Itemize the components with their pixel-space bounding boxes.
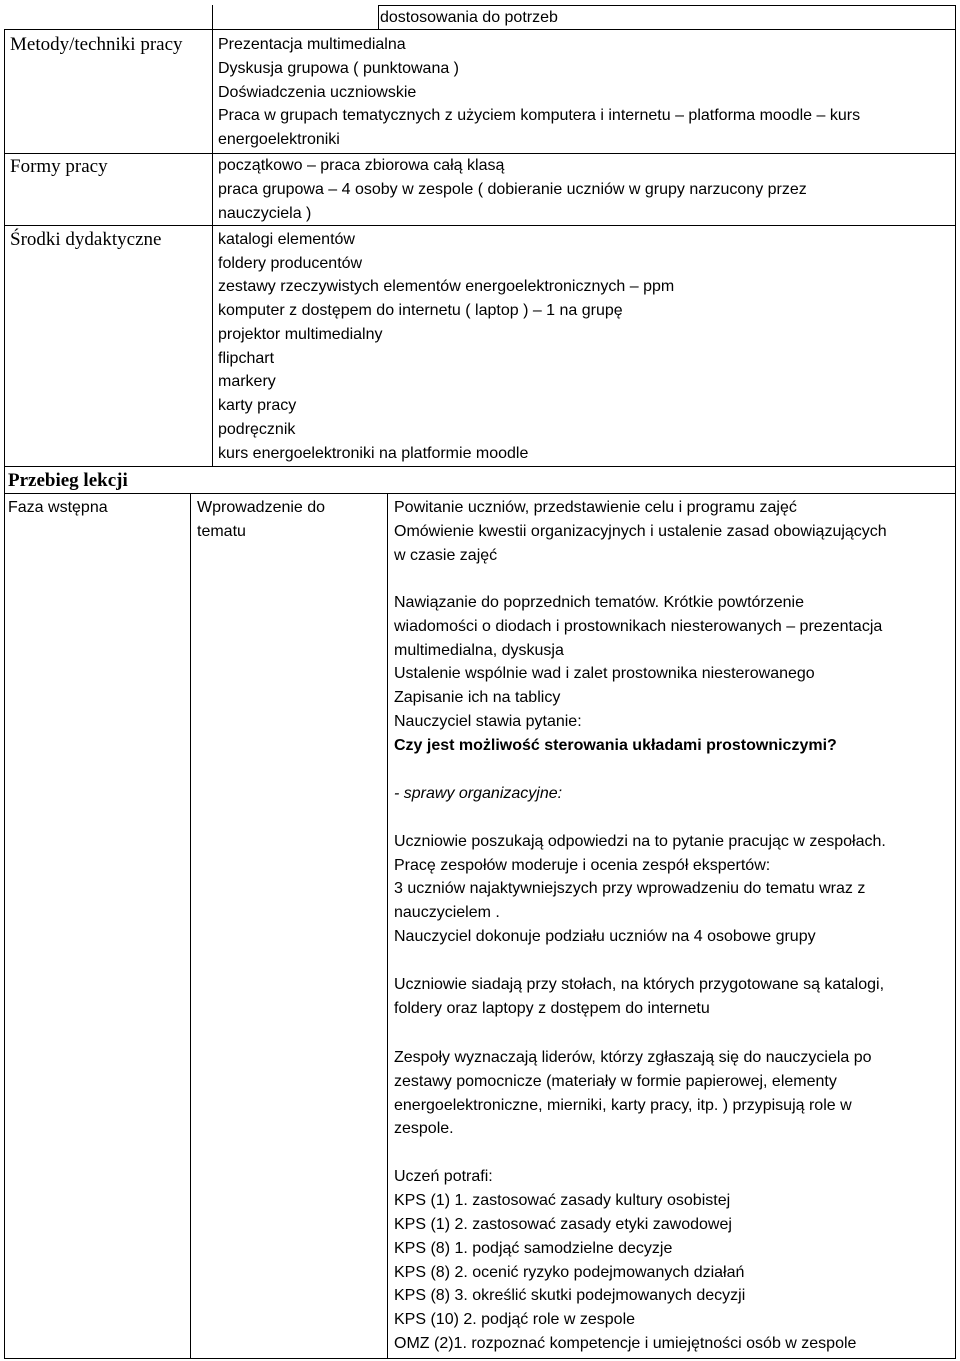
list-item: KPS (1) 1. zastosować zasady kultury osobistej [394,1192,731,1209]
text-line: Omówienie kwestii organizacyjnych i ustalenie zasad obowiązujących [394,523,887,540]
list-item: KPS (8) 2. ocenić ryzyko podejmowanych działań [394,1264,745,1281]
list-item: kurs energoelektroniki na platformie moodle [218,445,529,462]
text-line: Zespoły wyznaczają liderów, którzy zgłaszają się do nauczyciela po [394,1049,872,1066]
text-line: Uczniowie poszukają odpowiedzi na to pytanie pracując w zespołach. [394,833,886,850]
list-item: KPS (10) 2. podjąć role w zespole [394,1311,636,1328]
text-line: początkowo – praca zbiorowa całą klasą [218,157,505,174]
text-line: Powitanie uczniów, przedstawienie celu i programu zajęć [394,499,797,516]
text-line: foldery oraz laptopy z dostępem do internetu [394,1000,710,1017]
list-item: projektor multimedialny [218,326,383,343]
list-item: markery [218,373,276,390]
text-line: praca grupowa – 4 osoby w zespole ( dobieranie uczniów w grupy narzucony przez [218,181,807,198]
list-item: zestawy rzeczywistych elementów energoelektronicznych – ppm [218,278,675,295]
row-label-metody: Metody/techniki pracy [10,34,183,55]
metody-content [218,33,948,153]
list-item: karty pracy [218,397,297,414]
phase-content [394,496,950,1356]
text-line: Doświadczenia uczniowskie [218,84,417,101]
formy-content [218,154,948,224]
text-line: zestawy pomocnicze (materiały w formie papierowej, elementy [394,1073,837,1090]
phase-label: Faza wstępna [8,499,108,516]
text-line: Nauczyciel dokonuje podziału uczniów na 4 osobowe grupy [394,928,816,945]
text-line: nauczyciela ) [218,205,312,222]
text-line: Wprowadzenie do [197,499,326,516]
continued-text: dostosowania do potrzeb [380,9,558,26]
text-line: Prezentacja multimedialna [218,36,406,53]
section-heading: Przebieg lekcji [8,470,128,491]
text-line: tematu [197,523,246,540]
text-line: w czasie zajęć [394,547,498,564]
text-line: energoelektroniczne, mierniki, karty pracy, itp. ) przypisują role w [394,1097,852,1114]
text-line: Dyskusja grupowa ( punktowana ) [218,60,460,77]
text-line: Zapisanie ich na tablicy [394,689,561,706]
text-line: wiadomości o diodach i prostownikach niesterowanych – prezentacja [394,618,883,635]
row-label-formy: Formy pracy [10,156,108,177]
srodki-content [218,228,948,466]
text-line: energoelektroniki [218,131,340,148]
text-line: Ustalenie wspólnie wad i zalet prostownika niesterowanego [394,665,815,682]
list-item: KPS (8) 3. określić skutki podejmowanych decyzji [394,1287,746,1304]
list-item: KPS (1) 2. zastosować zasady etyki zawodowej [394,1216,732,1233]
list-item: katalogi elementów [218,231,355,248]
text-line: Uczeń potrafi: [394,1168,493,1185]
list-item: KPS (8) 1. podjąć samodzielne decyzje [394,1240,673,1257]
text-line: Uczniowie siadają przy stołach, na których przygotowane są katalogi, [394,976,885,993]
list-item: komputer z dostępem do internetu ( laptop ) – 1 na grupę [218,302,623,319]
subsection-label: - sprawy organizacyjne: [394,785,563,802]
phase-subtitle [197,496,382,546]
row-label-srodki: Środki dydaktyczne [10,229,162,250]
list-item: flipchart [218,350,275,367]
text-line: multimedialna, dyskusja [394,642,564,659]
text-line: Pracę zespołów moderuje i ocenia zespół ekspertów: [394,857,771,874]
text-line: nauczycielem . [394,904,500,921]
text-line: Nawiązanie do poprzednich tematów. Krótkie powtórzenie [394,594,805,611]
text-line: Praca w grupach tematycznych z użyciem komputera i internetu – platforma moodle – kurs [218,107,861,124]
text-line: Nauczyciel stawia pytanie: [394,713,582,730]
list-item: podręcznik [218,421,296,438]
text-line: zespole. [394,1120,454,1137]
text-line: 3 uczniów najaktywniejszych przy wprowadzeniu do tematu wraz z [394,880,866,897]
key-question: Czy jest możliwość sterowania układami prostowniczymi? [394,737,837,754]
list-item: foldery producentów [218,255,363,272]
list-item: OMZ (2)1. rozpoznać kompetencje i umiejętności osób w zespole [394,1335,857,1352]
